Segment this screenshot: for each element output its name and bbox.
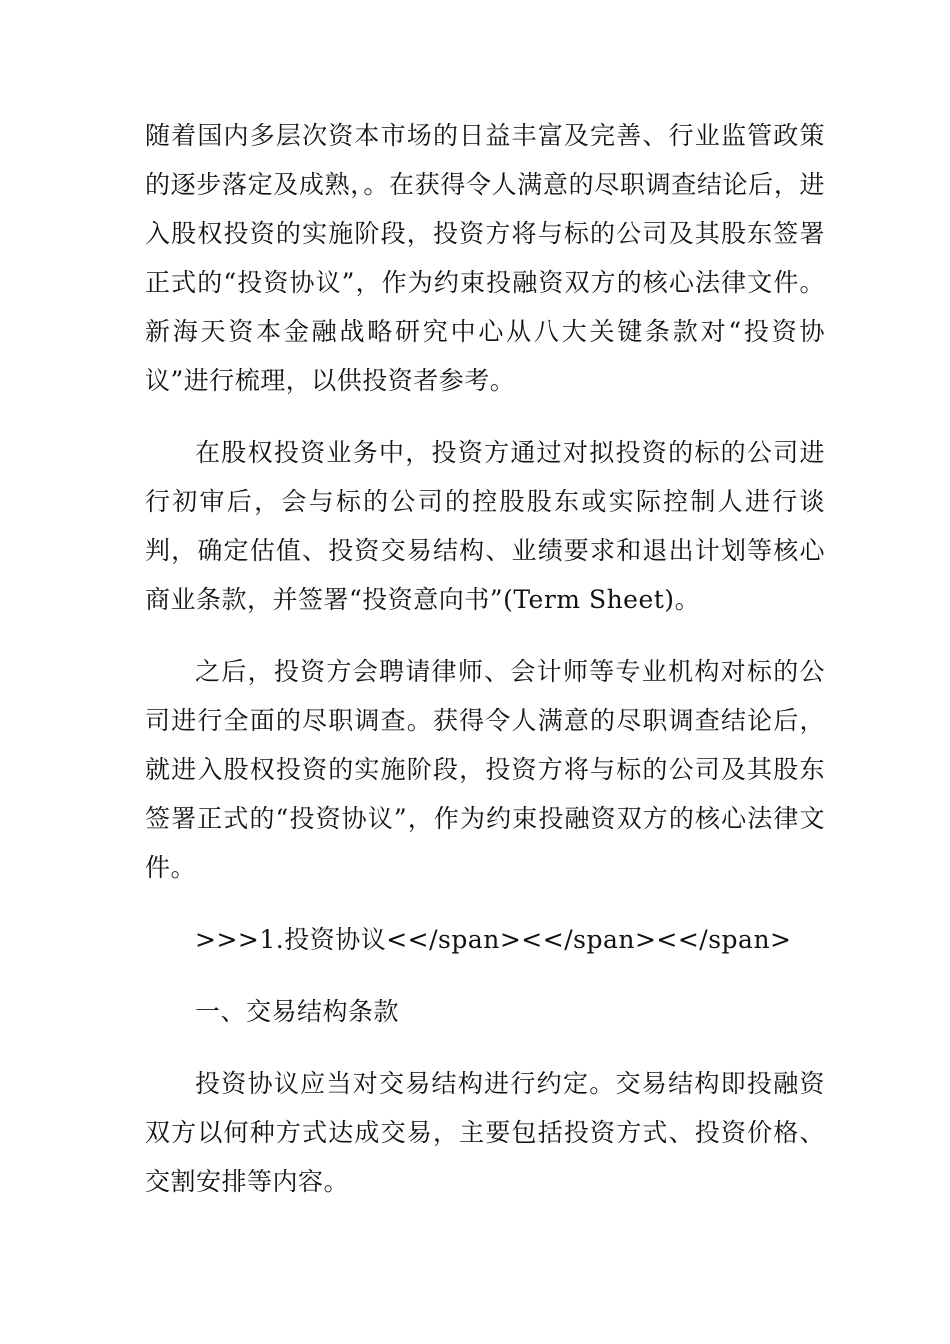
section-marker: >>>1.投资协议<</span><</span><</span> (195, 925, 792, 954)
document-body (145, 111, 825, 1229)
paragraph-term-sheet: 在股权投资业务中，投资方通过对拟投资的标的公司进行初审后，会与标的公司的控股股东或实际控制人进行谈判，确定估值、投资交易结构、业绩要求和退出计划等核心商业条款，并签署“投资意向书”(Term Sheet)。 (145, 438, 825, 614)
paragraph-intro: 随着国内多层次资本市场的日益丰富及完善、行业监管政策的逐步落定及成熟，。在获得令人满意的尽职调查结论后，进入股权投资的实施阶段，投资方将与标的公司及其股东签署正式的“投资协议”，作为约束投融资双方的核心法律文件。新海天资本金融战略研究中心从八大关键条款对“投资协议”进行梳理，以供投资者参考。 (145, 121, 825, 395)
paragraph-transaction-structure: 投资协议应当对交易结构进行约定。交易结构即投融资双方以何种方式达成交易，主要包括投资方式、投资价格、交割安排等内容。 (145, 1069, 825, 1196)
section-heading: 一、交易结构条款 (195, 997, 400, 1026)
paragraph-due-diligence: 之后，投资方会聘请律师、会计师等专业机构对标的公司进行全面的尽职调查。获得令人满意的尽职调查结论后，就进入股权投资的实施阶段，投资方将与标的公司及其股东签署正式的“投资协议”，作为约束投融资双方的核心法律文件。 (145, 657, 825, 882)
